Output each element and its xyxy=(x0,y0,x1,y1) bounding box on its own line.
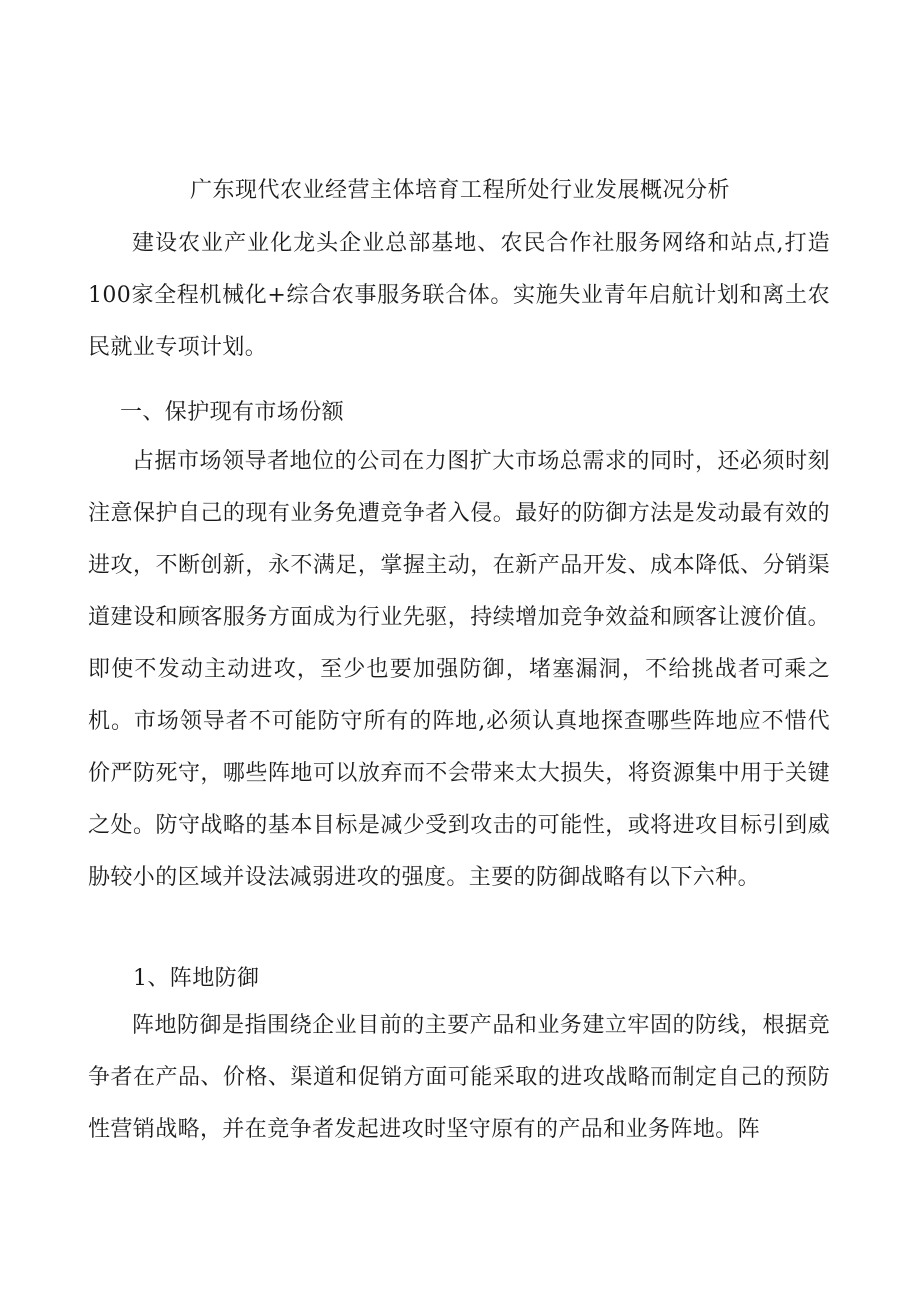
document-title: 广东现代农业经营主体培育工程所处行业发展概况分析 xyxy=(189,178,730,203)
section-paragraph: 占据市场领导者地位的公司在力图扩大市场总需求的同时，还必须时刻注意保护自己的现有业务免遭竞争者入侵。最好的防御方法是发动最有效的进攻，不断创新，永不满足，掌握主动，在新产品开发、成本降低、分销渠道建设和顾客服务方面成为行业先驱，持续增加竞争效益和顾客让渡价值。即使不发动主动进攻，至少也要加强防御，堵塞漏洞，不给挑战者可乘之机。市场领导者不可能防守所有的阵地,必须认真地探查哪些阵地应不惜代价严防死守，哪些阵地可以放弃而不会带来太大损失，将资源集中用于关键之处。防守战略的基本目标是减少受到攻击的可能性，或将进攻目标引到威胁较小的区域并设法减弱进攻的强度。主要的防御战略有以下六种。 xyxy=(88,449,830,890)
subsection-paragraph: 阵地防御是指围绕企业目前的主要产品和业务建立牢固的防线，根据竞争者在产品、价格、渠道和促销方面可能采取的进攻战略而制定自己的预防性营销战略，并在竞争者发起进攻时坚守原有的产品和业务阵地。阵 xyxy=(88,1013,830,1142)
intro-paragraph: 建设农业产业化龙头企业总部基地、农民合作社服务网络和站点,打造100家全程机械化+综合农事服务联合体。实施失业青年启航计划和离土农民就业专项计划。 xyxy=(88,231,830,360)
subsection-heading: 1、阵地防御 xyxy=(133,966,260,991)
section-heading: 一、保护现有市场份额 xyxy=(120,400,345,425)
